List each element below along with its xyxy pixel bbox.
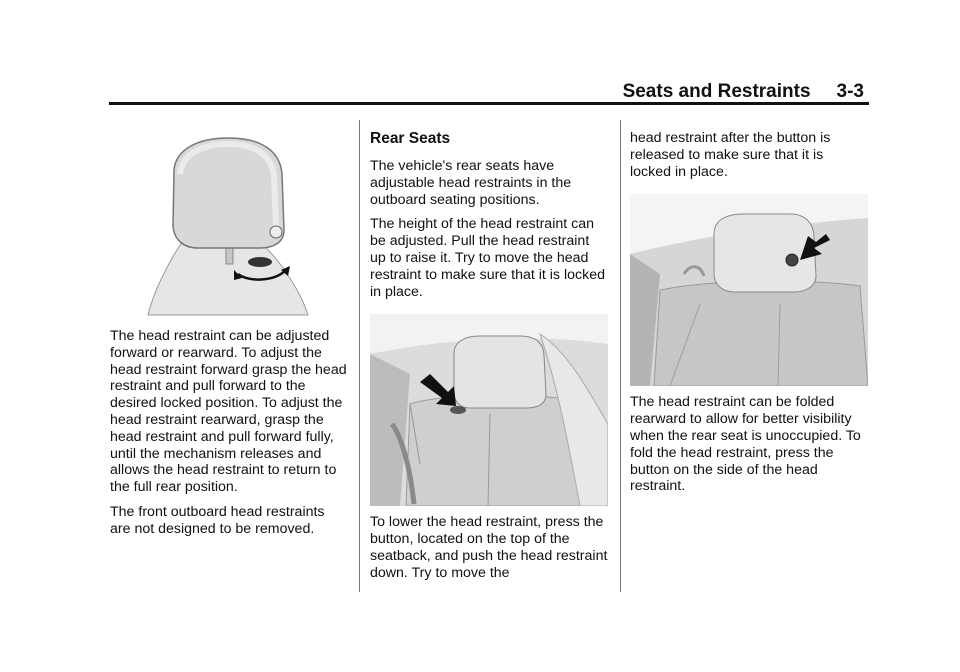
- rear-headrest-side-button-photo: [630, 194, 868, 386]
- paragraph: The vehicle's rear seats have adjustable head restraints in the outboard seating positions.: [370, 158, 572, 208]
- section-title: Seats and Restraints: [622, 81, 811, 102]
- paragraph: The height of the head restraint can be adjusted. Pull the head restraint up to raise it. Try to move the head restraint to make sure that it is locked in place.: [370, 216, 605, 300]
- column-1: [110, 130, 348, 546]
- column-divider: [620, 120, 621, 592]
- paragraph: To lower the head restraint, press the button, located on the top of the seatback, and push the head restraint down. Try to move the: [370, 514, 608, 581]
- paragraph: The front outboard head restraints are not designed to be removed.: [110, 503, 325, 537]
- column-divider: [359, 120, 360, 592]
- column-2: [370, 130, 608, 590]
- header-rule: [109, 102, 869, 105]
- front-head-restraint-illustration: [110, 130, 348, 320]
- page-number: 3-3: [836, 81, 864, 102]
- column-3: [630, 130, 868, 503]
- section-heading: Rear Seats: [370, 130, 451, 147]
- paragraph: The head restraint can be folded rearward to allow for better visibility when the rear seat is unoccupied. To fold the head restraint, press the button on the side of the head restraint.: [630, 394, 861, 495]
- paragraph: The head restraint can be adjusted forward or rearward. To adjust the head restraint forward grasp the head restraint and pull forward to the desired locked position. To adjust the head restraint rearward, grasp the head restraint and pull forward fully, until the mechanism releases and allows the head restraint to return to the full rear position.: [110, 328, 347, 496]
- rear-seat-headrest-top-button-photo: [370, 314, 608, 506]
- page-header: [623, 81, 864, 103]
- paragraph: head restraint after the button is released to make sure that it is locked in place.: [630, 130, 831, 180]
